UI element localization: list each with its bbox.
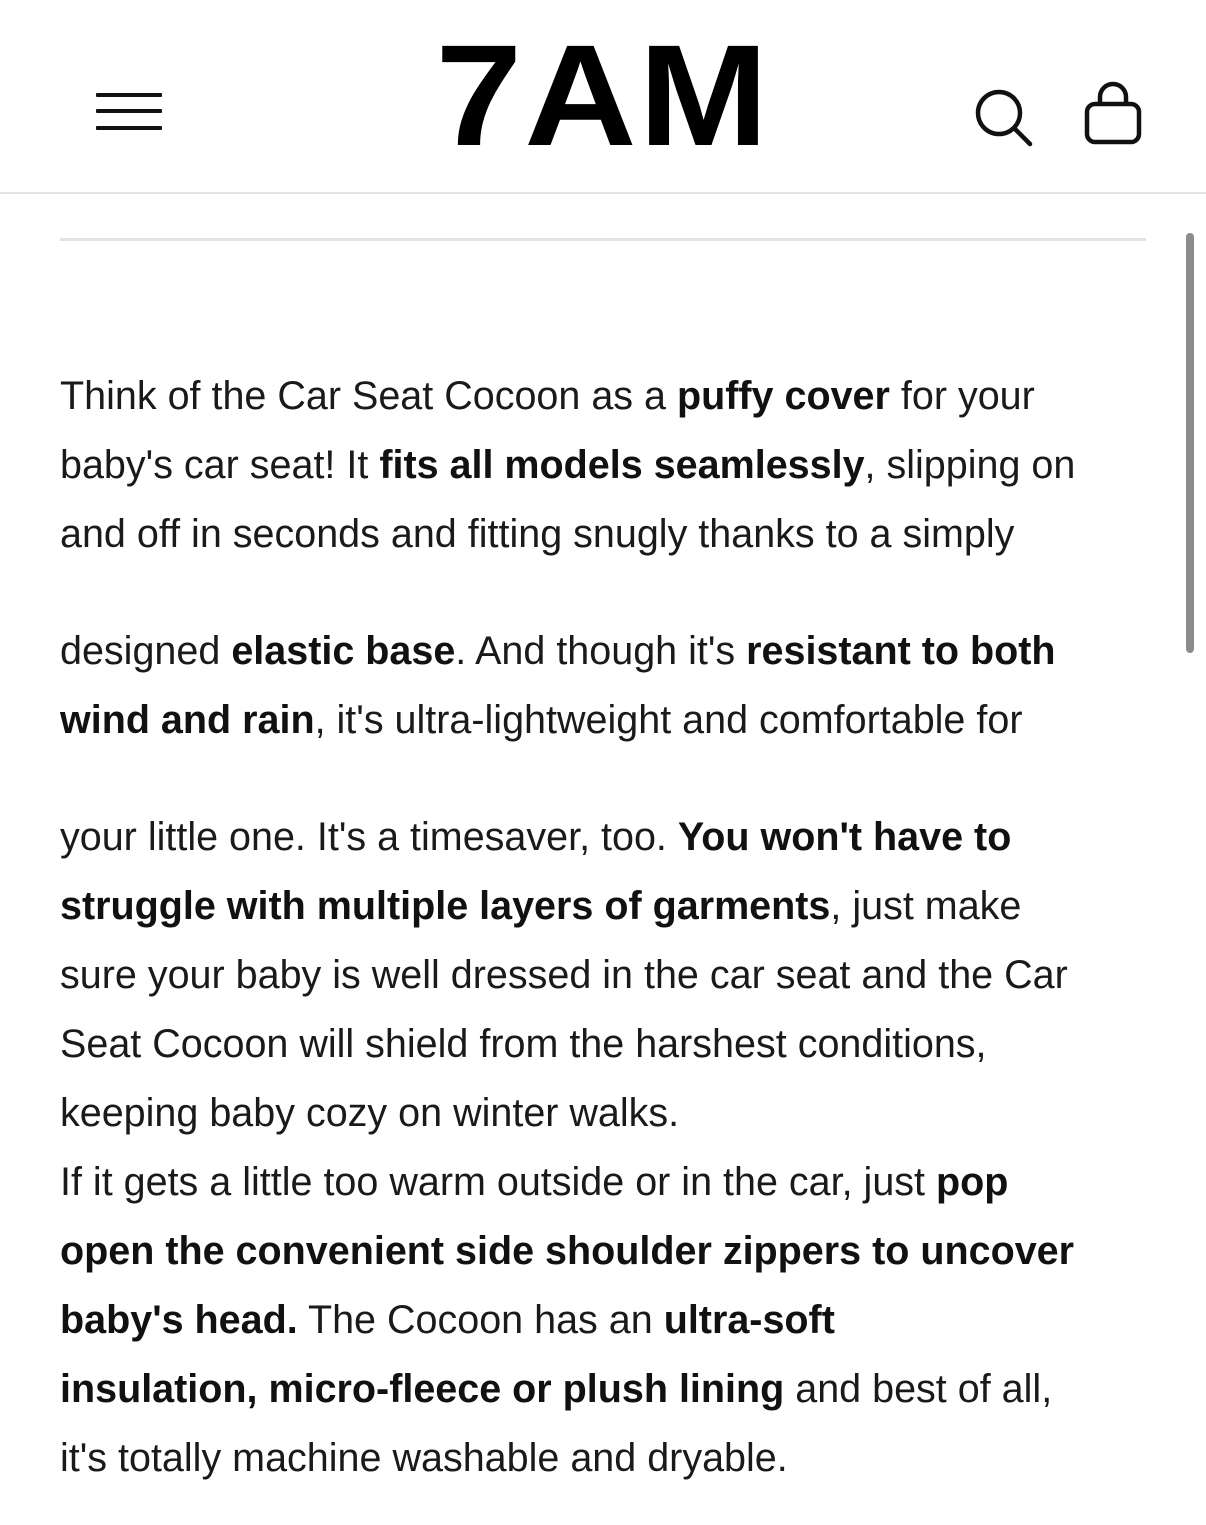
desc-highlight: baby's head. — [60, 1298, 298, 1342]
desc-highlight: resistant to both — [746, 629, 1056, 673]
product-description-paragraph — [60, 803, 1170, 1493]
site-header — [0, 0, 1206, 194]
desc-text: Think of the Car Seat Cocoon as a — [60, 374, 677, 418]
desc-highlight: struggle with multiple layers of garments — [60, 884, 831, 928]
desc-highlight: fits all models seamlessly — [379, 443, 865, 487]
desc-highlight: open the convenient side shoulder zippers to uncover — [60, 1229, 1075, 1273]
product-description-paragraph — [60, 617, 1170, 755]
desc-text: designed — [60, 629, 232, 673]
desc-highlight: wind and rain — [60, 698, 315, 742]
scrollbar-thumb[interactable] — [1186, 233, 1194, 653]
desc-text: and best of all, — [784, 1367, 1053, 1411]
desc-text: your little one. It's a timesaver, too. — [60, 815, 678, 859]
desc-text: The Cocoon has an — [297, 1298, 664, 1342]
search-icon[interactable] — [972, 84, 1036, 148]
desc-text: , slipping on — [864, 443, 1076, 487]
brand-logo-text: 7AM — [435, 15, 771, 176]
desc-highlight: puffy cover — [676, 374, 890, 418]
desc-text: and off in seconds and fitting snugly thanks to a simply — [60, 512, 1015, 556]
desc-text: If it gets a little too warm outside or in the car, just — [60, 1160, 936, 1204]
desc-text: , it's ultra-lightweight and comfortable for — [314, 698, 1023, 742]
product-description-paragraph — [60, 362, 1170, 569]
desc-highlight: insulation, micro-fleece or plush lining — [60, 1367, 785, 1411]
desc-highlight: You won't have to — [677, 815, 1012, 859]
desc-text: , just make — [830, 884, 1022, 928]
desc-text: baby's car seat! It — [60, 443, 380, 487]
desc-text: . And though it's — [455, 629, 747, 673]
desc-highlight: elastic base — [231, 629, 456, 673]
desc-text: Seat Cocoon will shield from the harshest conditions, — [60, 1022, 987, 1066]
search-icon-glyph — [972, 84, 1036, 148]
desc-text: it's totally machine washable and dryable. — [60, 1436, 788, 1480]
desc-highlight: pop — [935, 1160, 1009, 1204]
desc-highlight: ultra-soft — [663, 1298, 835, 1342]
desc-text: for your — [889, 374, 1035, 418]
desc-text: keeping baby cozy on winter walks. — [60, 1091, 680, 1135]
shopping-bag-icon-glyph — [1082, 80, 1144, 148]
desc-text: sure your baby is well dressed in the car seat and the Car — [60, 953, 1068, 997]
section-divider — [60, 238, 1146, 241]
shopping-bag-icon[interactable] — [1082, 80, 1144, 148]
